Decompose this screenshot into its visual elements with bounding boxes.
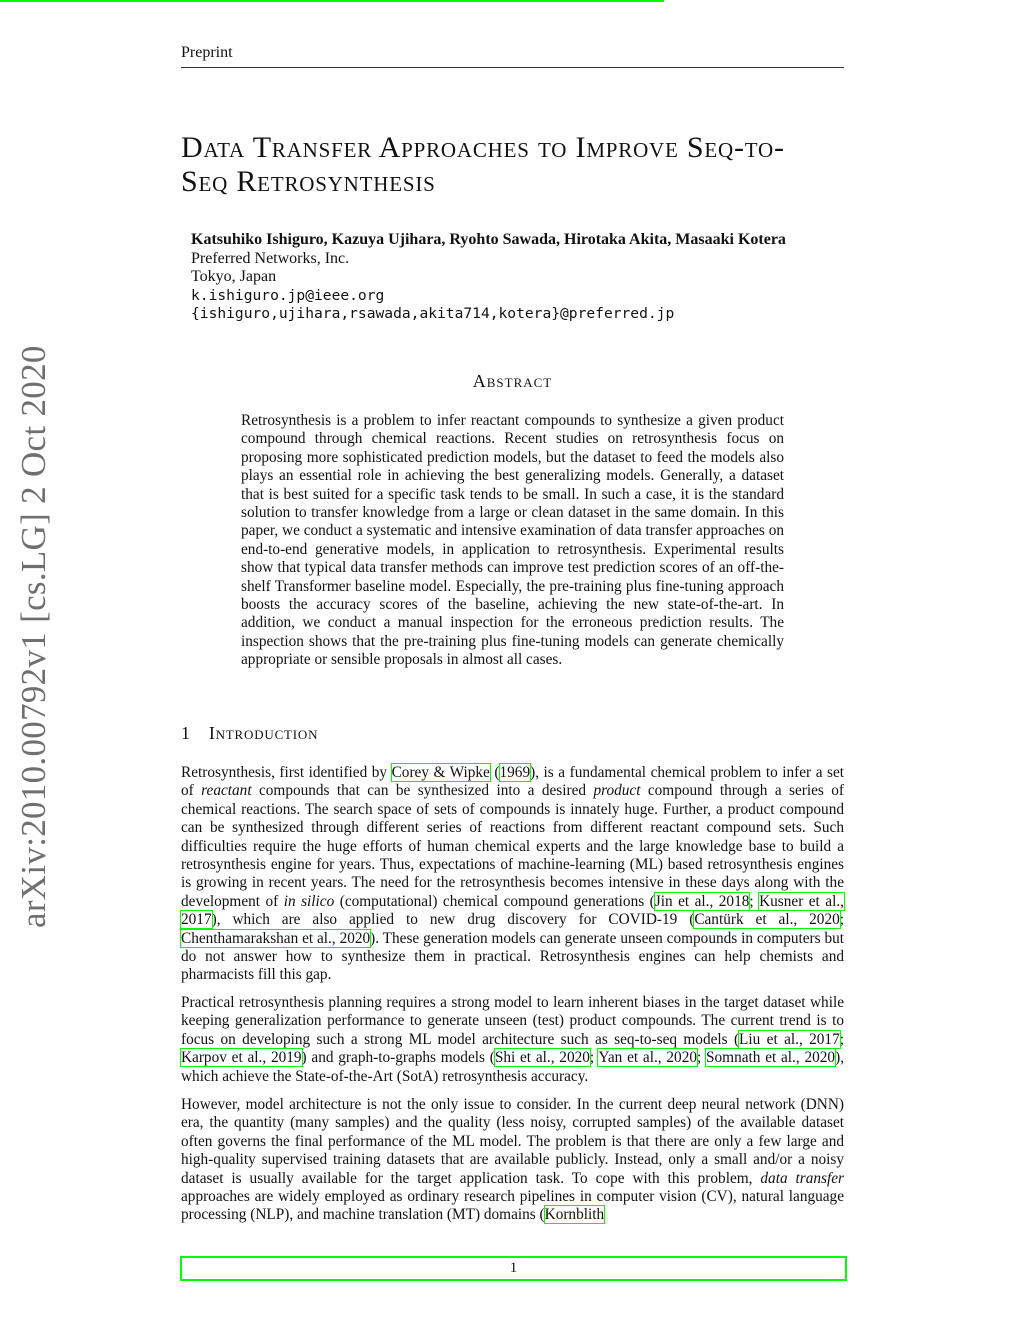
email-group: {ishiguro,ujihara,rsawada,akita714,kotera}@preferred.jp xyxy=(191,305,675,323)
intro-paragraph-1 xyxy=(181,764,844,985)
author-names: Katsuhiko Ishiguro, Kazuya Ujihara, Ryohto Sawada, Hirotaka Akita, Masaaki Kotera xyxy=(191,231,786,248)
text-run: ), which achieve the State-of-the-Art (SotA) retrosynthesis accuracy. xyxy=(181,1049,845,1085)
text-run: However, model architecture is not the only issue to consider. In the current deep neural network (DNN) era, the quantity (many samples) and the quality (less noisy, corrupted samples) of the available dataset often governs the final performance of the ML model. The problem is that there are only a few large and high-quality supervised training datasets that are available publicly. Instead, only a small and/or a noisy dataset is usually available for the target application task. To cope with this problem, xyxy=(181,1096,844,1187)
email-primary: k.ishiguro.jp@ieee.org xyxy=(191,286,385,304)
text-run: approaches are widely employed as ordinary research pipelines in computer vision (CV), natural language processing (NLP), and machine translation (MT) domains ( xyxy=(181,1188,844,1224)
title-line-2: Seq Retrosynthesis xyxy=(181,165,436,198)
text-run: ) and graph-to-graphs models ( xyxy=(301,1049,495,1067)
text-run: Practical retrosynthesis planning requires a strong model to learn inherent biases in the target dataset while keeping generalization performance to generate unseen (test) product compounds. The current trend is to focus on developing such a strong ML model architecture such as seq-to-seq models ( xyxy=(181,994,844,1048)
page-number-link[interactable] xyxy=(180,1256,847,1281)
section-title: Introduction xyxy=(208,723,319,743)
top-link-border xyxy=(0,0,664,2)
citation-link[interactable]: Kornblith xyxy=(544,1206,605,1224)
text-run: ; xyxy=(749,892,760,910)
text-run: ; xyxy=(697,1049,707,1067)
citation-link[interactable]: Kusner et al., 2017 xyxy=(181,892,844,929)
text-run: ; xyxy=(589,1049,599,1067)
author-block xyxy=(191,231,871,324)
citation-link[interactable]: 1969 xyxy=(499,764,531,781)
text-run: ( xyxy=(489,764,500,781)
page-number: 1 xyxy=(509,1260,518,1276)
citation-link[interactable]: Yan et al., 2020 xyxy=(598,1049,697,1067)
arxiv-identifier-stamp: arXiv:2010.00792v1 [cs.LG] 2 Oct 2020 xyxy=(14,345,53,928)
running-head: Preprint xyxy=(181,44,844,68)
citation-link[interactable]: Corey & Wipke xyxy=(391,764,490,781)
citation-link[interactable]: Jin et al., 2018 xyxy=(654,892,750,910)
text-run: Retrosynthesis, first identified by xyxy=(181,764,392,781)
text-run: compounds that can be synthesized into a desired xyxy=(251,782,594,800)
text-run: ), which are also applied to new drug discovery for COVID-19 ( xyxy=(211,911,695,929)
citation-link[interactable]: Shi et al., 2020 xyxy=(494,1049,590,1067)
text-run: ; xyxy=(839,911,845,929)
title-line-1: Data Transfer Approaches to Improve Seq-to- xyxy=(181,131,785,164)
abstract-heading: Abstract xyxy=(472,371,553,391)
emphasis: reactant xyxy=(201,782,252,800)
emphasis: in silico xyxy=(283,892,335,910)
emphasis: data transfer xyxy=(760,1169,844,1187)
abstract-text: Retrosynthesis is a problem to infer reactant compounds to synthesize a given product compound through chemical reactions. Recent studies on retrosynthesis focus on proposing more sophisticated prediction models, but the dataset to feed the models also plays an essential role in achieving the best generalizing models. Generally, a dataset that is best suited for a specific task tends to be small. In such a case, it is the standard solution to transfer knowledge from a large or clean dataset in the same domain. In this paper, we conduct a systematic and intensive examination of data transfer approaches on end-to-end generative models, in application to retrosynthesis. Experimental results show that typical data transfer methods can improve test prediction scores of an off-the-shelf Transformer baseline model. Especially, the pre-training plus fine-tuning approach boosts the accuracy scores of the baseline, achieving the new state-of-the-art. In addition, we conduct a manual inspection for the erroneous prediction results. The inspection shows that the pre-training plus fine-tuning models can generate chemically appropriate or sensible proposals in almost all cases. xyxy=(241,412,784,669)
section-number: 1 xyxy=(181,723,191,743)
intro-paragraph-3 xyxy=(181,1096,844,1225)
intro-paragraph-2 xyxy=(181,994,844,1086)
text-run: compound through a series of chemical reactions. The search space of sets of compounds is innately huge. Further, a product compound can be synthesized through different series of reactions from different reactant compound sets. Such difficulties require the huge efforts of human chemical experts and the large knowledge base to build a retrosynthesis engine for years. Thus, expectations of machine-learning (ML) based retrosynthesis engines is growing in recent years. The need for the retrosynthesis becomes intensive in these days along with the development of xyxy=(181,782,844,910)
citation-link[interactable]: Liu et al., 2017 xyxy=(739,1030,840,1048)
text-run: ; xyxy=(839,1030,844,1048)
citation-link[interactable]: Somnath et al., 2020 xyxy=(706,1049,836,1067)
location: Tokyo, Japan xyxy=(191,268,277,286)
citation-link[interactable]: Cantürk et al., 2020 xyxy=(694,911,840,929)
text-run: (computational) chemical compound generations ( xyxy=(334,892,655,910)
citation-link[interactable]: Karpov et al., 2019 xyxy=(181,1049,302,1067)
text-run: ), is a fundamental chemical problem to infer a set of xyxy=(181,764,845,800)
affiliation: Preferred Networks, Inc. xyxy=(191,249,350,267)
citation-link[interactable]: Chenthamarakshan et al., 2020 xyxy=(181,929,371,947)
section-heading-introduction xyxy=(181,723,318,744)
emphasis: product xyxy=(593,782,641,800)
paper-title xyxy=(181,131,871,199)
text-run: ). These generation models can generate unseen compounds in computers but do not answer how to synthesize them in practical. Retrosynthesis engines can help chemists and pharmacists fill this gap. xyxy=(181,929,844,984)
